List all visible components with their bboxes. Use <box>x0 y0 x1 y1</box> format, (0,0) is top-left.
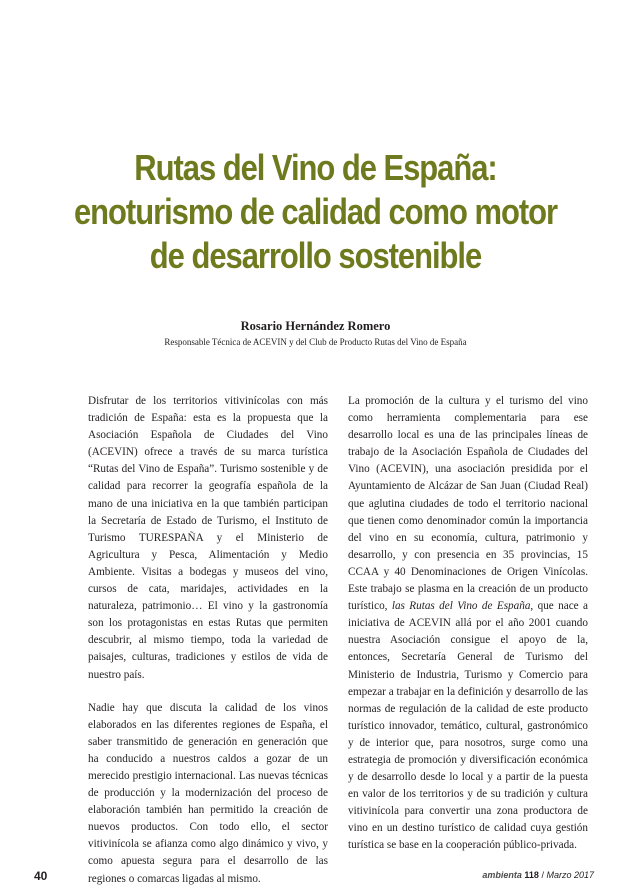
page-footer <box>482 870 594 880</box>
paragraph-3-italic: las Rutas del Vino de España <box>391 600 531 613</box>
issue-number: 118 <box>524 870 539 880</box>
paragraph-2: Nadie hay que discuta la calidad de los vinos elaborados en las diferentes regiones de España, el saber transmitido de generación en generación que ha conducido a nuestros caldos a gozar de un merecido prestigio internacional. Las nuevas técnicas de producción y la modernización del proceso de elaboración también han permitido la creación de nuevos productos. Con todo ello, el sector vitivinícola se afianza como algo dinámico y vivo, y como apuesta segura para el desarrollo de las regiones o comarcas ligadas al mismo. <box>88 701 328 885</box>
title-line-3: de desarrollo sostenible <box>149 235 482 276</box>
paragraph-3 <box>348 393 588 855</box>
paragraph-3-part-a: La promoción de la cultura y el turismo del vino como herramienta complementaria para ese desarrollo local es una de las principales líneas de trabajo de la Asociación Española de Ciudades del Vino (ACEVIN), una asociación presidida por el Ayuntamiento de Alcázar de San Juan (Ciudad Real) que aglutina ciudades de todo el territorio nacional que tienen como denominador común la importancia del vino en su economía, cultura, patrimonio y desarrollo, y con presencia en 35 provincias, 15 CCAA y 40 Denominaciones de Origen Vinícolas. Este trabajo se plasma en la creación de un producto turístico, <box>348 395 588 613</box>
author-name: Rosario Hernández Romero <box>240 319 391 333</box>
article-title <box>44 146 587 278</box>
body-column-left <box>88 393 328 888</box>
paragraph-1: Disfrutar de los territorios vitivinícolas con más tradición de España: esta es la propuesta que la Asociación Española de Ciudades del Vino (ACEVIN) ofrece a través de su marca turística “Rutas del Vino de España”. Turismo sostenible y de calidad para recorrer la geografía española de la mano de una iniciativa en la que también participan la Secretaría de Estado de Turismo, el Instituto de Turismo TURESPAÑA y el Ministerio de Agricultura y Pesca, Alimentación y Medio Ambiente. Visitas a bodegas y museos del vino, cursos de cata, maridajes, actividades en la naturaleza, patrimonio… El vino y la gastronomía son los protagonistas en estas Rutas que permiten descubrir, al mismo tiempo, toda la variedad de paisajes, culturas, tradiciones y estilos de vida de nuestro país. <box>88 395 328 681</box>
title-line-2: enoturismo de calidad como motor <box>73 191 558 232</box>
magazine-brand: ambienta <box>482 870 522 880</box>
body-column-right <box>348 393 588 855</box>
footer-separator: / <box>538 870 547 880</box>
issue-date: Marzo 2017 <box>546 870 594 880</box>
title-line-1: Rutas del Vino de España: <box>134 147 497 188</box>
page-number: 40 <box>34 869 48 883</box>
paragraph-3-part-b: , que nace a iniciativa de ACEVIN allá por el año 2001 cuando nuestra Asociación consigue el apoyo de la, entonces, Secretaría General de Turismo del Ministerio de Industria, Turismo y Comercio para empezar a trabajar en la definición y desarrollo de las normas de regulación de la calidad de este producto turístico innovador, temático, cultural, gastronómico y de interior que, para nosotros, surge como una estrategia de promoción y diversificación económica y de desarrollo desde lo local y a partir de la puesta en valor de los territorios y de su tradición y cultura vitivinícola para convertir una zona productora de vino en un destino turístico de calidad cuya gestión turística se base en la cooperación público-privada. <box>348 600 588 852</box>
author-role: Responsable Técnica de ACEVIN y del Club de Producto Rutas del Vino de España <box>164 337 467 347</box>
